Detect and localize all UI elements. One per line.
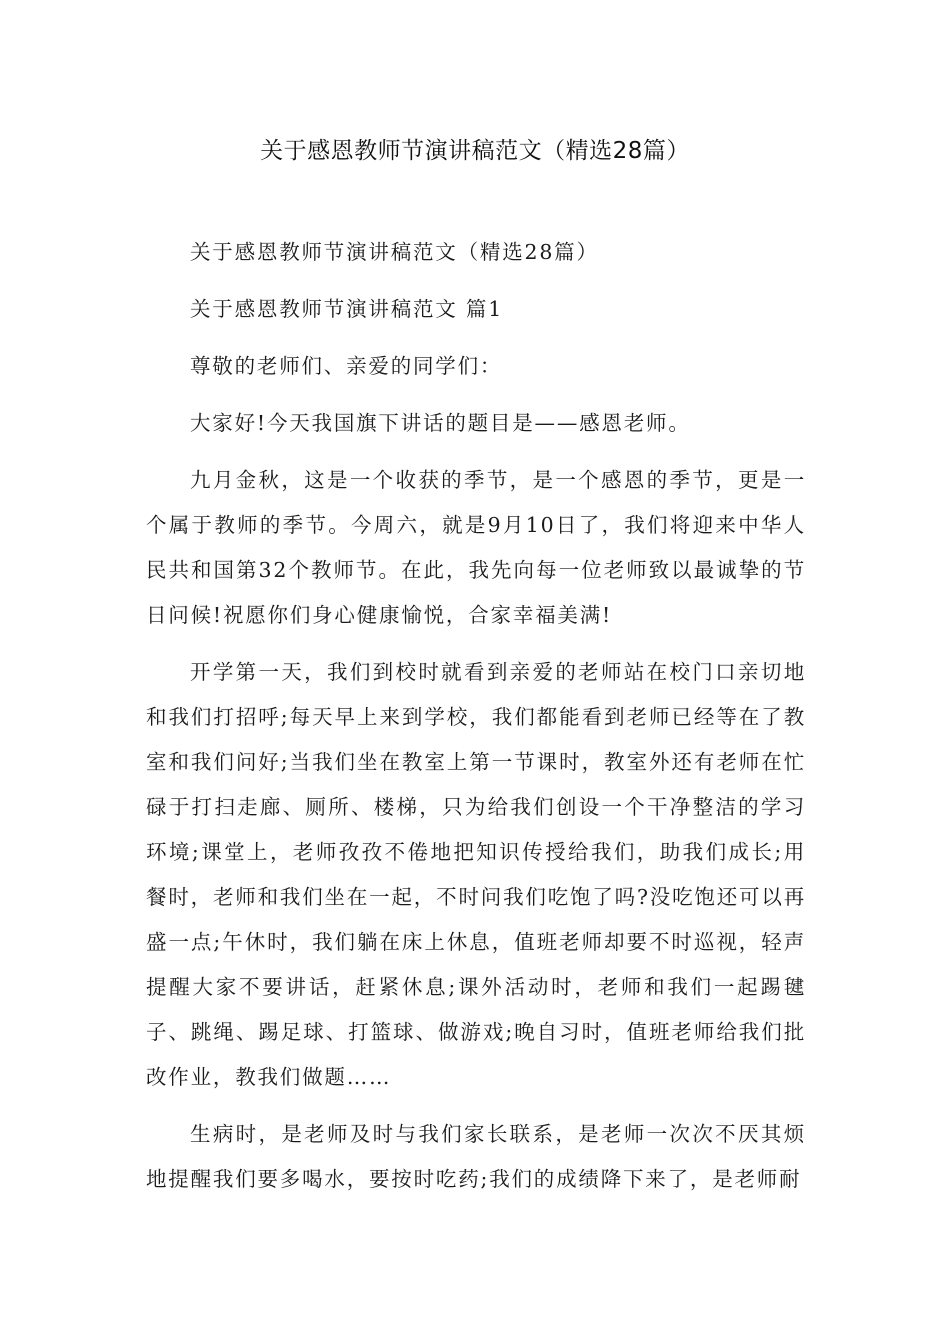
paragraph-greeting: 大家好!今天我国旗下讲话的题目是——感恩老师。 <box>190 411 691 435</box>
paragraph-body: 开学第一天，我们到校时就看到亲爱的老师站在校门口亲切地和我们打招呼;每天早上来到学校，我们都能看到老师已经等在了教室和我们问好;当我们坐在教室上第一节课时，教室外还有老师在忙碌于打扫走廊、厕所、楼梯，只为给我们创设一个干净整洁的学习环境;课堂上，老师孜孜不倦地把知识传授给我们，助我们成长;用餐时，老师和我们坐在一起，不时问我们吃饱了吗?没吃饱还可以再盛一点;午休时，我们躺在床上休息，值班老师却要不时巡视，轻声提醒大家不要讲话，赶紧休息;课外活动时，老师和我们一起踢毽子、跳绳、踢足球、打篮球、做游戏;晚自习时，值班老师给我们批改作业，教我们做题…… <box>146 660 806 1089</box>
document-title: 关于感恩教师节演讲稿范文（精选28篇） <box>260 138 690 164</box>
paragraph-heading: 关于感恩教师节演讲稿范文（精选28篇） <box>190 240 599 264</box>
paragraph-body: 九月金秋，这是一个收获的季节，是一个感恩的季节，更是一个属于教师的季节。今周六，就是9月10日了，我们将迎来中华人民共和国第32个教师节。在此，我先向每一位老师致以最诚挚的节日问候!祝愿你们身心健康愉悦，合家幸福美满! <box>146 468 806 627</box>
document-body <box>146 230 806 1214</box>
paragraph-section-title: 关于感恩教师节演讲稿范文 篇1 <box>190 297 504 321</box>
paragraph-salutation: 尊敬的老师们、亲爱的同学们： <box>190 354 503 378</box>
paragraph-body: 生病时，是老师及时与我们家长联系，是老师一次次不厌其烦地提醒我们要多喝水，要按时吃药;我们的成绩降下来了，是老师耐 <box>146 1122 806 1191</box>
